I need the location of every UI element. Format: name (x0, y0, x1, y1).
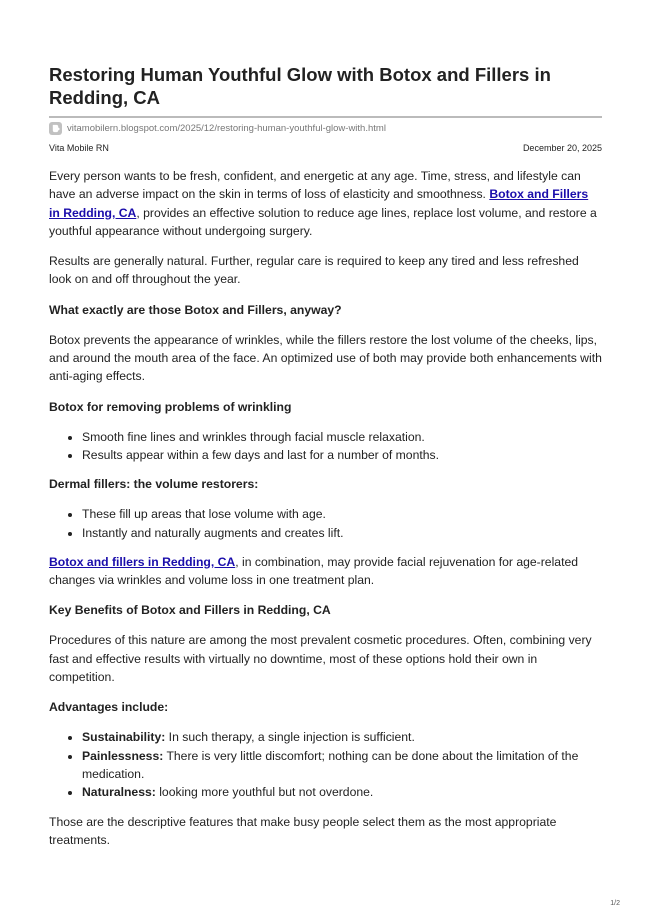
bullet-list (49, 728, 602, 801)
section-heading: Key Benefits of Botox and Fillers in Redding, CA (49, 603, 331, 618)
section-paragraph: Procedures of this nature are among the most prevalent cosmetic procedures. Often, combining very fast and effective results with virtually no downtime, most of these options hold their own in competition. (49, 633, 592, 685)
combination-paragraph: Botox and fillers in Redding, CA, in combination, may provide facial rejuvenation for age-related changes via wrinkles and volume loss in one treatment plan. (49, 554, 579, 588)
article-body (49, 167, 602, 861)
page-title: Restoring Human Youthful Glow with Botox and Fillers in Redding, CA (49, 64, 551, 108)
list-item: • These fill up areas that lose volume with age. (82, 505, 602, 523)
list-item: • Results appear within a few days and last for a number of months. (82, 446, 602, 464)
section-heading: What exactly are those Botox and Fillers, anyway? (49, 302, 342, 317)
section-heading: Dermal fillers: the volume restorers: (49, 477, 259, 492)
list-item: • Painlessness: There is very little discomfort; nothing can be done about the limitation of the medication. (82, 747, 602, 784)
list-item: • Instantly and naturally augments and creates lift. (82, 524, 602, 542)
blogger-icon (49, 122, 62, 135)
list-item: • Sustainability: In such therapy, a single injection is sufficient. (82, 728, 602, 746)
section-heading: Botox for removing problems of wrinkling (49, 399, 292, 414)
post-date: December 20, 2025 (522, 143, 602, 153)
bullet-list (49, 428, 602, 465)
list-item: • Smooth fine lines and wrinkles through facial muscle relaxation. (82, 428, 602, 446)
botox-fillers-link-1[interactable]: Botox and Fillers in Redding, CA (49, 187, 589, 220)
section-heading: Advantages include: (49, 700, 169, 715)
results-paragraph: Results are generally natural. Further, regular care is required to keep any tired and less refreshed look on and off throughout the year. (49, 254, 579, 287)
section-paragraph: Botox prevents the appearance of wrinkles, while the fillers restore the lost volume of the cheeks, lips, and around the mouth area of the face. An optimized use of both may provide both enhancements with anti-aging effects. (49, 332, 602, 384)
author: Vita Mobile RN (49, 143, 109, 153)
intro-paragraph: Every person wants to be fresh, confident, and energetic at any age. Time, stress, and lifestyle can have an adverse impact on the skin in terms of loss of elasticity and smoothness. Botox and Fillers in Redding, CA, provides an effective solution to reduce age lines, replace lost volume, and restore a youthful appearance without undergoing surgery. (49, 169, 597, 238)
title-divider (49, 116, 602, 118)
bullet-list (49, 505, 602, 542)
source-line (49, 120, 386, 136)
page-number: 1/2 (610, 900, 620, 907)
list-item: • Naturalness: looking more youthful but not overdone. (82, 783, 602, 801)
botox-fillers-link-2[interactable]: Botox and fillers in Redding, CA (49, 554, 236, 569)
meta-line (49, 143, 602, 153)
closing-paragraph: Those are the descriptive features that make busy people select them as the most appropriate treatments. (49, 814, 557, 847)
source-url[interactable]: vitamobilern.blogspot.com/2025/12/restoring-human-youthful-glow-with.html (67, 122, 386, 134)
